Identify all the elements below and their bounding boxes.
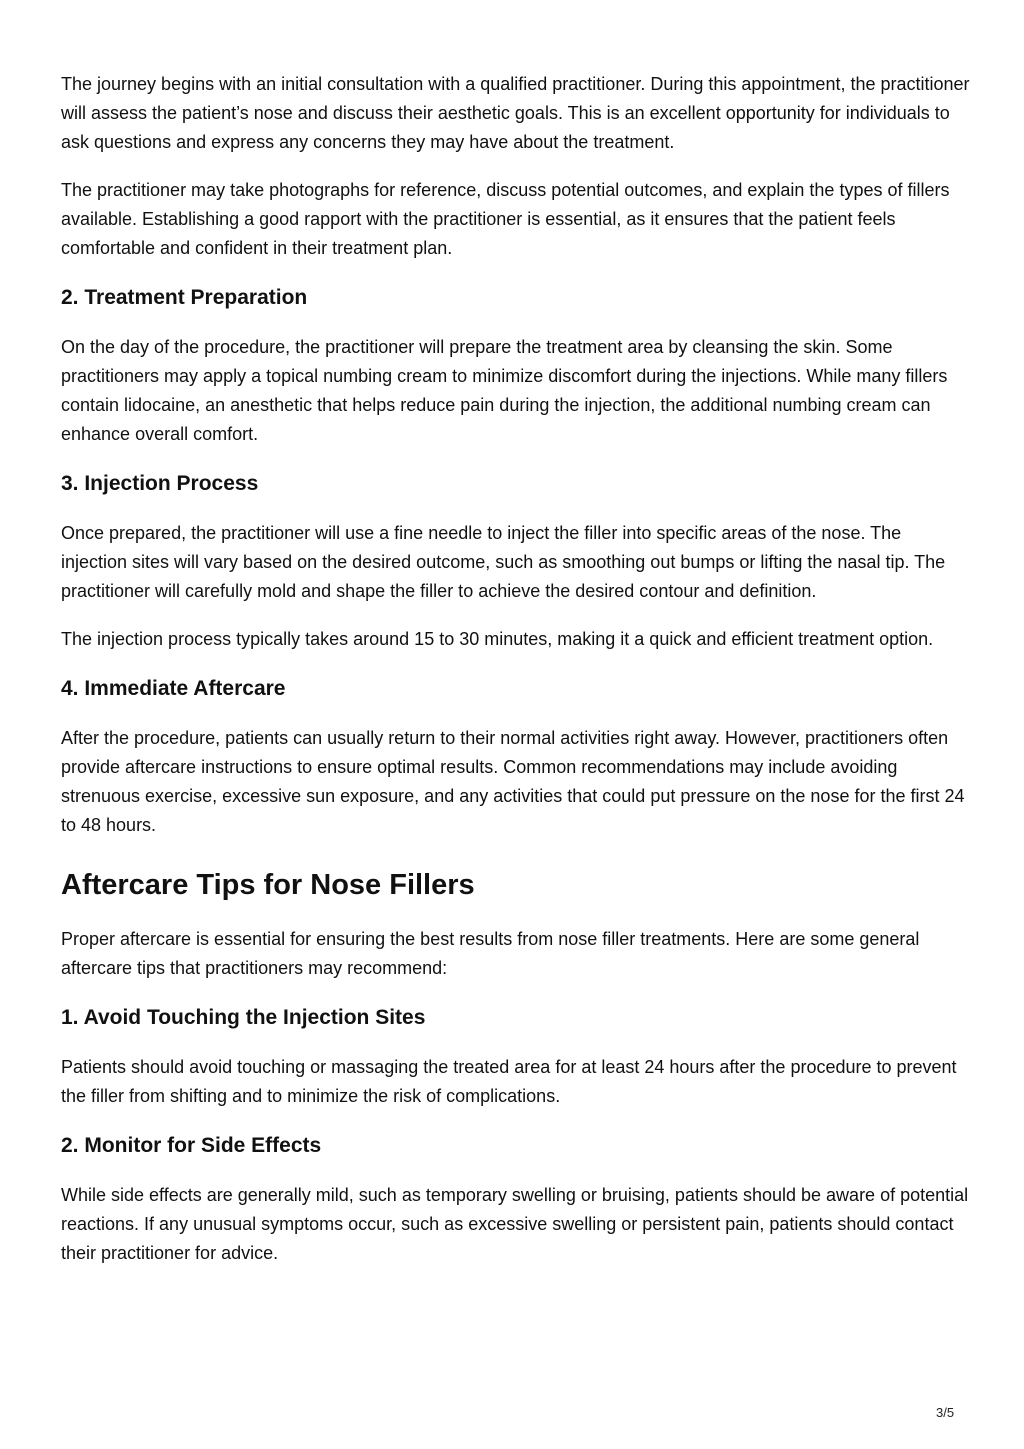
heading-injection-process: 3. Injection Process bbox=[61, 472, 259, 495]
paragraph-avoid-touching: Patients should avoid touching or massaging the treated area for at least 24 hours after the procedure to prevent the filler from shifting and to minimize the risk of complications. bbox=[61, 1057, 957, 1106]
paragraph-aftercare-intro: Proper aftercare is essential for ensuring the best results from nose filler treatments. Here are some general aftercare tips that practitioners may recommend: bbox=[61, 929, 920, 978]
paragraph-consultation-details: The practitioner may take photographs for reference, discuss potential outcomes, and explain the types of fillers available. Establishing a good rapport with the practitioner is essential, as it ensures that the patient feels comfortable and confident in their treatment plan. bbox=[61, 180, 950, 258]
page-number: 3/5 bbox=[936, 1405, 955, 1420]
paragraph-treatment-preparation: On the day of the procedure, the practitioner will prepare the treatment area by cleansing the skin. Some practitioners may apply a topical numbing cream to minimize discomfort during the injections. While many fillers contain lidocaine, an anesthetic that helps reduce pain during the injection, the additional numbing cream can enhance overall comfort. bbox=[61, 337, 948, 444]
paragraph-monitor-side-effects: While side effects are generally mild, such as temporary swelling or bruising, patients should be aware of potential reactions. If any unusual symptoms occur, such as excessive swelling or persistent pain, patients should contact their practitioner for advice. bbox=[61, 1185, 969, 1263]
heading-immediate-aftercare: 4. Immediate Aftercare bbox=[61, 677, 286, 700]
paragraph-injection-duration: The injection process typically takes around 15 to 30 minutes, making it a quick and efficient treatment option. bbox=[61, 629, 934, 649]
heading-monitor-side-effects: 2. Monitor for Side Effects bbox=[61, 1134, 322, 1157]
document-body bbox=[61, 70, 971, 1268]
paragraph-consultation: The journey begins with an initial consultation with a qualified practitioner. During this appointment, the practitioner will assess the patient’s nose and discuss their aesthetic goals. This is an excellent opportunity for individuals to ask questions and express any concerns they may have about the treatment. bbox=[61, 74, 970, 152]
paragraph-immediate-aftercare: After the procedure, patients can usually return to their normal activities right away. However, practitioners often provide aftercare instructions to ensure optimal results. Common recommendations may include avoiding strenuous exercise, excessive sun exposure, and any activities that could put pressure on the nose for the first 24 to 48 hours. bbox=[61, 728, 965, 835]
heading-aftercare-tips: Aftercare Tips for Nose Fillers bbox=[61, 869, 475, 901]
paragraph-injection-process: Once prepared, the practitioner will use a fine needle to inject the filler into specific areas of the nose. The injection sites will vary based on the desired outcome, such as smoothing out bumps or lifting the nasal tip. The practitioner will carefully mold and shape the filler to achieve the desired contour and definition. bbox=[61, 523, 946, 601]
heading-treatment-preparation: 2. Treatment Preparation bbox=[61, 286, 308, 309]
heading-avoid-touching: 1. Avoid Touching the Injection Sites bbox=[61, 1006, 426, 1029]
